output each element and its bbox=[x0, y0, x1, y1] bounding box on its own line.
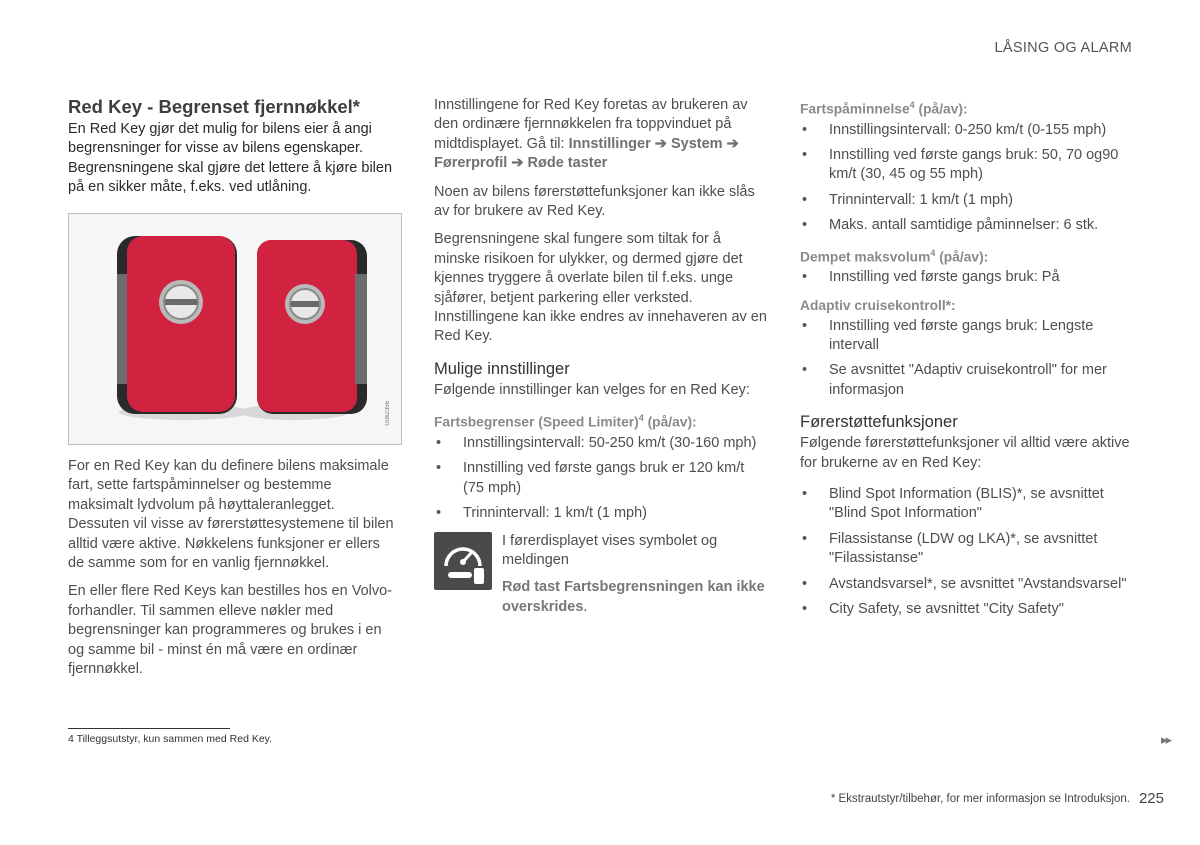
adaptive-cruise-list bbox=[800, 317, 1135, 401]
list-item: • City Safety, se avsnittet "City Safety" bbox=[800, 600, 1135, 619]
list-item: • Innstillingsintervall: 0-250 km/t (0-155 mph) bbox=[800, 121, 1135, 140]
display-message bbox=[434, 532, 769, 618]
driver-assist-list bbox=[800, 485, 1135, 619]
page-number: 225 bbox=[1138, 790, 1164, 807]
column-2 bbox=[434, 96, 769, 617]
footnote: 4 Tilleggsutstyr, kun sammen med Red Key. bbox=[68, 733, 273, 745]
list-item: • Trinnintervall: 1 km/t (1 mph) bbox=[800, 191, 1135, 210]
path-settings: Innstillinger bbox=[568, 135, 651, 152]
message-intro: I førerdisplayet vises symbolet og meldingen bbox=[502, 532, 718, 568]
label-max-volume: Dempet maksvolum$^4$ (på/av): bbox=[800, 247, 989, 265]
speed-limiter-list bbox=[434, 434, 769, 524]
path-system: System bbox=[670, 135, 723, 152]
possible-settings-intro: Følgende innstillinger kan velges for en Red Key: bbox=[434, 381, 750, 398]
label-speed-limiter: Fartsbegrenser (Speed Limiter)$^4$ (på/av): bbox=[434, 413, 697, 430]
list-item: • Maks. antall samtidige påminnelser: 6 stk. bbox=[800, 216, 1135, 235]
red-key-figure bbox=[68, 213, 402, 445]
list-item: • Se avsnittet "Adaptiv cruisekontroll" for mer informasjon bbox=[800, 361, 1135, 400]
figure-code: G062356 bbox=[385, 401, 391, 426]
list-item: • Innstilling ved første gangs bruk: Lengste intervall bbox=[800, 317, 1135, 356]
speed-limiter-key-icon bbox=[434, 532, 492, 590]
list-item: • Innstilling ved første gangs bruk er 120 km/t (75 mph) bbox=[434, 459, 769, 498]
message-text: Rød tast Fartsbegrensningen kan ikke overskrides bbox=[502, 579, 765, 615]
footnote-divider bbox=[68, 728, 230, 729]
list-item: • Innstilling ved første gangs bruk: 50, 70 og90 km/t (30, 45 og 55 mph) bbox=[800, 146, 1135, 185]
section-header: LÅSING OG ALARM bbox=[994, 40, 1132, 56]
arrow-icon: ➔ bbox=[511, 155, 524, 172]
paragraph-features: For en Red Key kan du definere bilens maksimale fart, sette fartspåminnelser og bestemme maksimalt lydvolum på høyttaleranlegget. Dessuten vil visse av førerstøttesystemene til bilen alltid være aktive. Nøkkelens funksjoner er ellers de samme som for en vanlig fjernnøkkel. bbox=[68, 458, 394, 572]
section-title: Red Key - Begrenset fjernnøkkel* bbox=[68, 96, 360, 117]
display-message-text: I førerdisplayet vises symbolet og meldingen Rød tast Fartsbegrensningen kan ikke overskrides. bbox=[502, 532, 769, 618]
paragraph-ordering: En eller flere Red Keys kan bestilles hos en Volvo-forhandler. Til sammen elleve nøkler med begrensninger kan programmeres og brukes i en og samme bil - minst én må være en ordinær fjernnøkkel. bbox=[68, 583, 393, 678]
column-3 bbox=[800, 96, 1135, 628]
path-red-keys: Røde taster bbox=[527, 155, 608, 172]
accessory-note: * Ekstrautstyr/tilbehør, for mer informasjon se Introduksjon. bbox=[830, 793, 1130, 805]
subheading-possible-settings: Mulige innstillinger bbox=[434, 359, 570, 378]
paragraph-restrictions: Begrensningene skal fungere som tiltak for å minske risikoen for ulykker, og dermed gjøre det kjennes tryggere å overlate bilen til f.eks. unge sjåfører, betjent parkering eller verksted. Innstillingene kan ikke endres av innehaveren av en Red Key. bbox=[434, 231, 767, 345]
column-1-lower bbox=[68, 457, 398, 688]
list-item: • Innstilling ved første gangs bruk: På bbox=[800, 268, 1135, 287]
paragraph-settings-path bbox=[434, 96, 769, 174]
arrow-icon: ➔ bbox=[726, 135, 739, 152]
list-item: • Filassistanse (LDW og LKA)*, se avsnittet "Filassistanse" bbox=[800, 530, 1135, 569]
driver-assist-intro: Følgende førerstøttefunksjoner vil alltid være aktive for brukerne av en Red Key: bbox=[800, 435, 1130, 471]
path-driver-profile: Førerprofil bbox=[434, 155, 508, 172]
column-1 bbox=[68, 96, 398, 207]
continue-arrows-icon: ▸▸ bbox=[1160, 732, 1170, 747]
label-adaptive-cruise: Adaptiv cruisekontroll*: bbox=[800, 297, 956, 313]
speed-reminder-list bbox=[800, 121, 1135, 236]
paragraph-assist: Noen av bilens førerstøttefunksjoner kan ikke slås av for brukere av Red Key. bbox=[434, 183, 755, 220]
red-key-image bbox=[69, 214, 401, 444]
list-item: • Avstandsvarsel*, se avsnittet "Avstandsvarsel" bbox=[800, 575, 1135, 594]
list-item: • Trinnintervall: 1 km/t (1 mph) bbox=[434, 504, 769, 523]
max-volume-list bbox=[800, 268, 1135, 287]
settings-intro: Innstillingene for Red Key foretas av brukeren av den ordinære fjernnøkkelen fra toppvinduet på midtdisplayet. Gå til: bbox=[434, 97, 748, 152]
list-item: • Blind Spot Information (BLIS)*, se avsnittet "Blind Spot Information" bbox=[800, 485, 1135, 524]
subheading-driver-assist: Førerstøttefunksjoner bbox=[800, 413, 958, 432]
arrow-icon: ➔ bbox=[654, 135, 667, 152]
list-item: • Innstillingsintervall: 50-250 km/t (30-160 mph) bbox=[434, 434, 769, 453]
intro-paragraph: En Red Key gjør det mulig for bilens eier å angi begrensninger for visse av bilens egenskaper. Begrensningene skal gjøre det lettere å kjøre bilen på en sikker måte, f.eks. ved utlåning. bbox=[68, 121, 393, 196]
label-speed-reminder: Fartspåminnelse$^4$ (på/av): bbox=[800, 100, 968, 117]
